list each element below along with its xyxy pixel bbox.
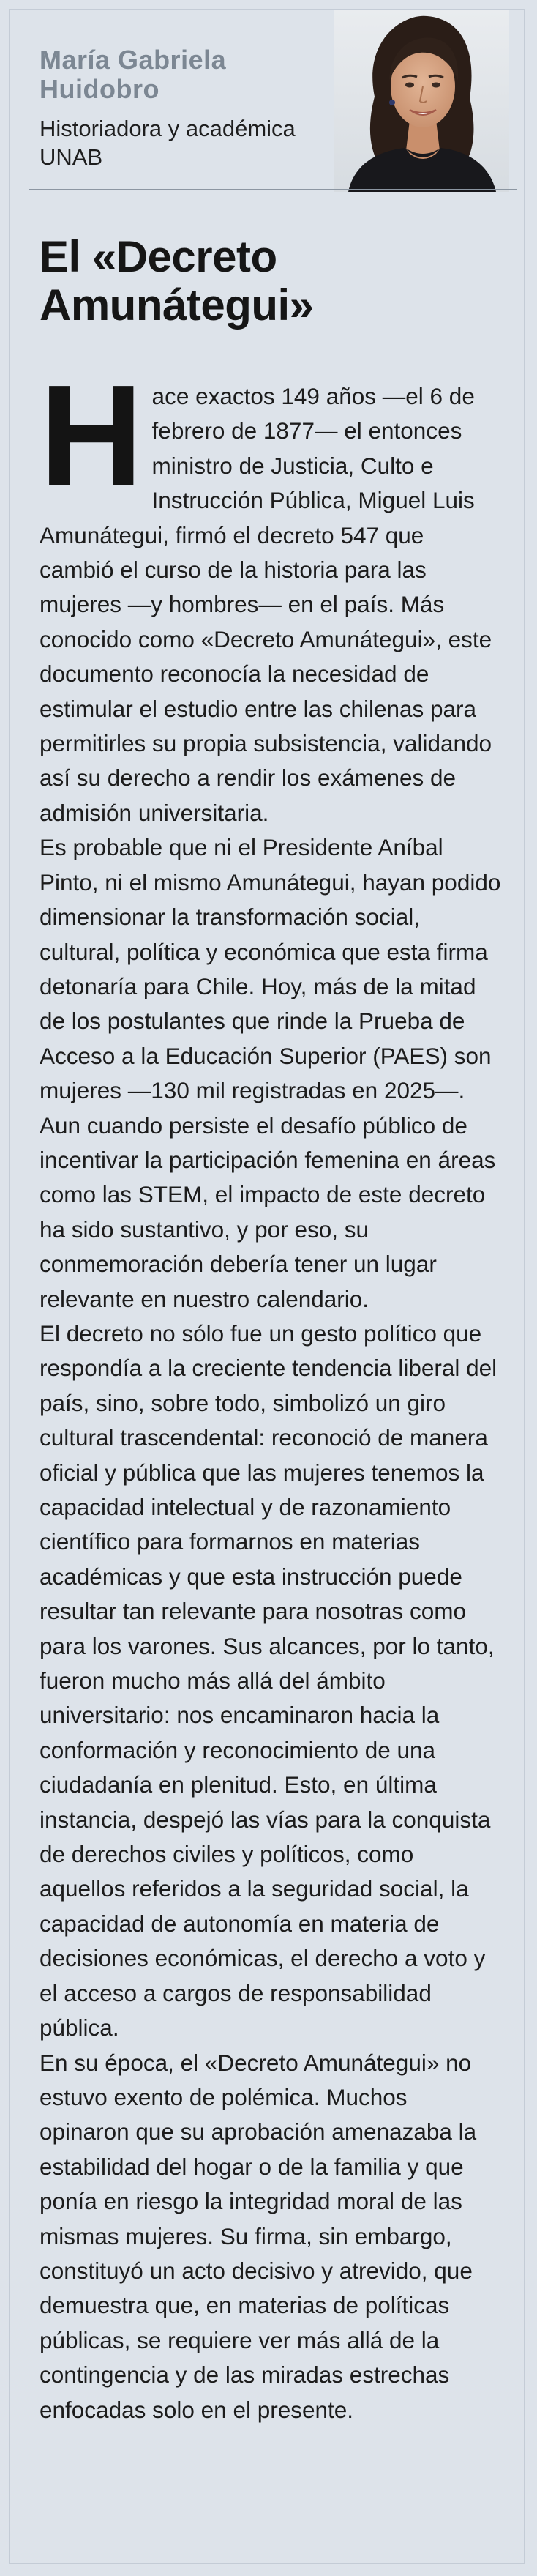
author-name: María Gabriela Huidobro [40, 45, 227, 104]
header-divider [29, 189, 517, 190]
author-header [29, 9, 519, 192]
article-paragraph-1 [40, 355, 502, 830]
paragraph-1-text: ace exactos 149 años —el 6 de febrero de 1877— el entonces ministro de Justicia, Culto e Instrucción Pública, Miguel Luis Amunátegui, firmó el decreto 547 que cambió el curso de la historia para las mujeres —y hombres— en el país. Más conocido como «Decreto Amunátegui», este documento reconocía la necesidad de estimular el estudio entre las chilenas para permitirles su propia subsistencia, validando así su derecho a rendir los exámenes de admisión universitaria. [40, 383, 492, 826]
article-body [40, 355, 502, 2427]
article-paragraph-4: En su época, el «Decreto Amunátegui» no estuvo exento de polémica. Muchos opinaron que su aprobación amenazaba la estabilidad del hogar o de la familia y que ponía en riesgo la integridad moral de las mismas mujeres. Su firma, sin embargo, constituyó un acto decisivo y atrevido, que demuestra que, en materias de políticas públicas, se requiere ver más allá de la contingencia y de las miradas estrechas enfocadas solo en el presente. [40, 2049, 477, 2423]
article-paragraph-2: Es probable que ni el Presidente Aníbal Pinto, ni el mismo Amunátegui, hayan podido dimensionar la transformación social, cultural, política y económica que esta firma detonaría para Chile. Hoy, más de la mitad de los postulantes que rinde la Prueba de Acceso a la Educación Superior (PAES) son mujeres —130 mil registradas en 2025—. Aun cuando persiste el desafío público de incentivar la participación femenina en áreas como las STEM, el impacto de este decreto ha sido sustantivo, y por eso, su conmemoración debería tener un lugar relevante en nuestro calendario. [40, 834, 501, 1312]
article-paragraph-3: El decreto no sólo fue un gesto político que respondía a la creciente tendencia liberal del país, sino, sobre todo, simbolizó un giro cultural trascendental: reconoció de manera oficial y pública que las mujeres tenemos la capacidad intelectual y de razonamiento científico para formarnos en materias académicas y que esta instrucción puede resultar tan relevante para nosotras como para los varones. Sus alcances, por lo tanto, fueron mucho más allá del ámbito universitario: nos encaminaron hacia la conformación y reconocimiento de una ciudadanía en plenitud. Esto, en última instancia, despejó las vías para la conquista de derechos civiles y políticos, como aquellos referidos a la seguridad social, la capacidad de autonomía en materia de decisiones económicas, el derecho a voto y el acceso a cargos de responsabilidad pública. [40, 1319, 497, 2041]
author-portrait [334, 10, 509, 192]
article-title: El «Decreto Amunátegui» [40, 232, 314, 330]
author-portrait-image [334, 10, 509, 192]
drop-cap: H [40, 355, 143, 515]
author-role: Historiadora y académica UNAB [40, 116, 296, 170]
